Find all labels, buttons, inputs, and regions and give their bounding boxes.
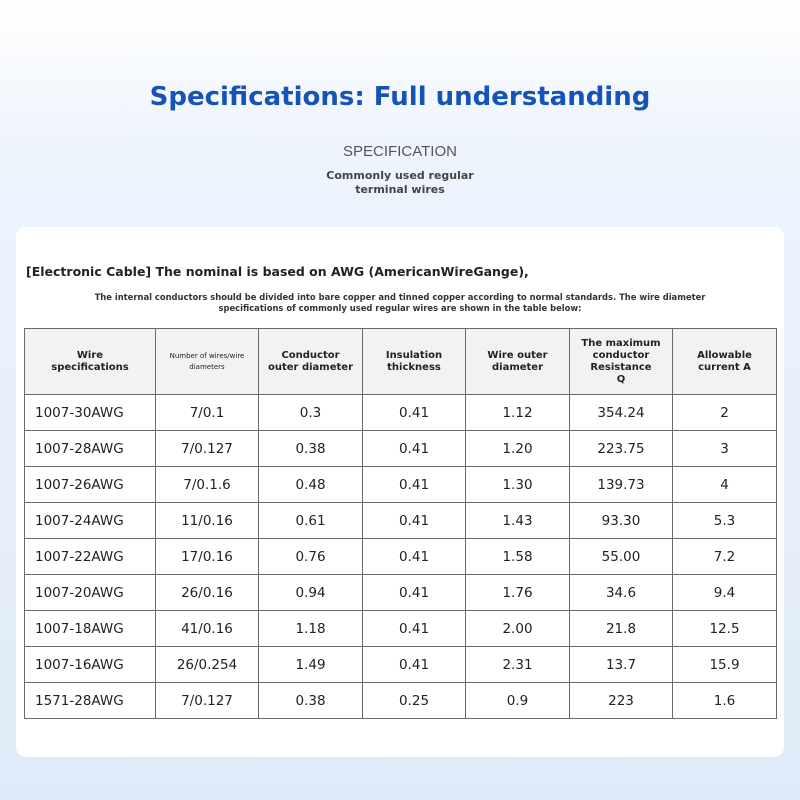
column-header-line: conductor [592, 349, 650, 361]
table-cell: 7/0.1.6 [156, 467, 259, 503]
section-description-line: terminal wires [355, 183, 445, 196]
column-header [673, 329, 777, 395]
page-title: Specifications: Full understanding [149, 82, 651, 112]
column-header-line: outer diameter [268, 361, 353, 373]
table-header-row [25, 329, 777, 395]
column-header [363, 329, 466, 395]
card-note [16, 292, 784, 314]
column-header-line: Wire outer [487, 349, 548, 361]
column-header [570, 329, 673, 395]
table-cell: 41/0.16 [156, 611, 259, 647]
table-cell: 12.5 [673, 611, 777, 647]
table-cell: 1007-30AWG [25, 395, 156, 431]
table-row [25, 683, 777, 719]
table-cell: 7/0.1 [156, 395, 259, 431]
table-cell: 17/0.16 [156, 539, 259, 575]
table-cell: 4 [673, 467, 777, 503]
table-cell: 1007-28AWG [25, 431, 156, 467]
table-cell: 0.41 [363, 395, 466, 431]
table-cell: 0.41 [363, 467, 466, 503]
table-cell: 1.43 [466, 503, 570, 539]
table-cell: 1007-22AWG [25, 539, 156, 575]
table-cell: 1.76 [466, 575, 570, 611]
column-header-line: Wire [76, 349, 104, 361]
table-cell: 7/0.127 [156, 683, 259, 719]
table-cell: 26/0.16 [156, 575, 259, 611]
column-header-line: specifications [51, 361, 129, 373]
table-row [25, 467, 777, 503]
table-cell: 0.48 [259, 467, 363, 503]
table-cell: 0.41 [363, 431, 466, 467]
table-cell: 0.41 [363, 647, 466, 683]
table-cell: 2.31 [466, 647, 570, 683]
table-row [25, 611, 777, 647]
table-cell: 0.41 [363, 539, 466, 575]
table-cell: 93.30 [570, 503, 673, 539]
table-body [25, 395, 777, 719]
card-heading: [Electronic Cable] The nominal is based on AWG (AmericanWireGange), [26, 264, 529, 279]
table-cell: 9.4 [673, 575, 777, 611]
table-cell: 13.7 [570, 647, 673, 683]
table-row [25, 647, 777, 683]
table-cell: 11/0.16 [156, 503, 259, 539]
column-header-line: Conductor [281, 349, 340, 361]
column-header-line: Q [616, 373, 626, 385]
table-cell: 1007-24AWG [25, 503, 156, 539]
column-header-line: thickness [387, 361, 441, 373]
column-header-line: diameters [189, 362, 225, 371]
table-row [25, 503, 777, 539]
column-header [466, 329, 570, 395]
card-note-line: specifications of commonly used regular wires are shown in the table below: [218, 303, 582, 313]
table-cell: 0.94 [259, 575, 363, 611]
table-cell: 0.3 [259, 395, 363, 431]
table-cell: 1.12 [466, 395, 570, 431]
table-cell: 21.8 [570, 611, 673, 647]
table-cell: 55.00 [570, 539, 673, 575]
table-cell: 1.30 [466, 467, 570, 503]
spec-card [16, 227, 784, 757]
column-header [259, 329, 363, 395]
table-cell: 34.6 [570, 575, 673, 611]
table-cell: 223 [570, 683, 673, 719]
table-cell: 0.41 [363, 611, 466, 647]
table-row [25, 395, 777, 431]
table-row [25, 575, 777, 611]
column-header-line: The maximum [581, 337, 661, 349]
section-label: SPECIFICATION [343, 143, 457, 160]
table-cell: 139.73 [570, 467, 673, 503]
table-cell: 0.9 [466, 683, 570, 719]
table-cell: 1571-28AWG [25, 683, 156, 719]
table-cell: 0.61 [259, 503, 363, 539]
table-row [25, 431, 777, 467]
spec-table [24, 328, 777, 719]
table-cell: 7.2 [673, 539, 777, 575]
column-header [25, 329, 156, 395]
table-cell: 354.24 [570, 395, 673, 431]
table-cell: 1.49 [259, 647, 363, 683]
section-description-line: Commonly used regular [326, 169, 474, 182]
table-cell: 0.38 [259, 683, 363, 719]
column-header-line: diameter [491, 361, 544, 373]
table-cell: 1.18 [259, 611, 363, 647]
table-cell: 1007-20AWG [25, 575, 156, 611]
column-header-line: current A [698, 361, 751, 373]
table-cell: 1007-26AWG [25, 467, 156, 503]
column-header [156, 329, 259, 395]
table-cell: 223.75 [570, 431, 673, 467]
table-cell: 3 [673, 431, 777, 467]
table-cell: 1.20 [466, 431, 570, 467]
table-cell: 5.3 [673, 503, 777, 539]
table-cell: 0.25 [363, 683, 466, 719]
table-cell: 1.58 [466, 539, 570, 575]
card-note-line: The internal conductors should be divided into bare copper and tinned copper according to normal standards. The wire diameter [94, 292, 706, 302]
table-cell: 2 [673, 395, 777, 431]
column-header-line: Resistance [590, 361, 652, 373]
table-cell: 0.41 [363, 575, 466, 611]
table-cell: 1007-18AWG [25, 611, 156, 647]
table-cell: 7/0.127 [156, 431, 259, 467]
section-description [0, 169, 800, 197]
table-cell: 0.41 [363, 503, 466, 539]
column-header-line: Insulation [385, 349, 443, 361]
column-header-line: Allowable [697, 349, 752, 361]
table-cell: 1007-16AWG [25, 647, 156, 683]
table-cell: 26/0.254 [156, 647, 259, 683]
table-cell: 15.9 [673, 647, 777, 683]
table-cell: 1.6 [673, 683, 777, 719]
table-cell: 0.38 [259, 431, 363, 467]
table-cell: 2.00 [466, 611, 570, 647]
table-cell: 0.76 [259, 539, 363, 575]
column-header-line: Number of wires/wire [169, 351, 245, 360]
table-row [25, 539, 777, 575]
